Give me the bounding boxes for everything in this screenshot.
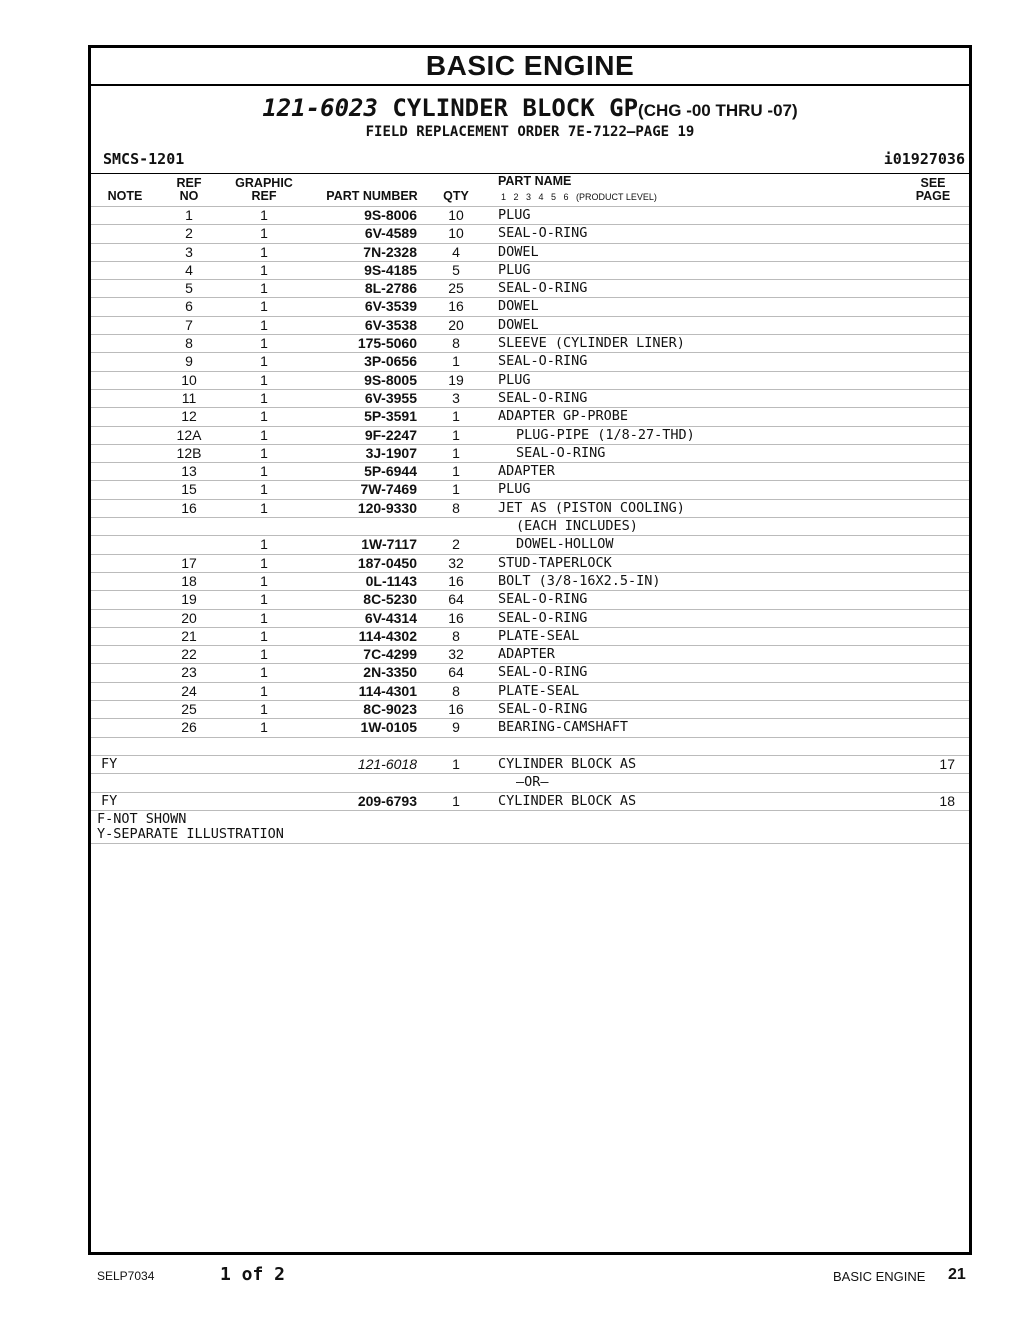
table-row (91, 207, 969, 225)
part-name-cell: PLUG-PIPE (1/8-27-THD) (516, 426, 695, 443)
ref-no-cell: 11 (181, 389, 197, 406)
header-see-bottom: PAGE (915, 189, 951, 203)
smcs-code: SMCS-1201 (103, 150, 185, 168)
header-ref-top: REF (176, 176, 202, 190)
part-number-cell: 5P-6944 (364, 463, 417, 480)
qty-cell: 16 (448, 572, 464, 589)
part-name-cell: CYLINDER BLOCK AS (498, 792, 637, 809)
graphic-ref-cell: 1 (260, 481, 268, 498)
qty-cell: 16 (448, 298, 464, 315)
part-number-cell: 121-6018 (357, 755, 417, 772)
table-row (91, 591, 969, 609)
part-number-cell: 8C-5230 (363, 591, 417, 608)
part-name-cell: JET AS (PISTON COOLING) (498, 499, 685, 516)
table-row (91, 262, 969, 280)
part-name-cell: SEAL-O-RING (516, 444, 606, 461)
part-name-cell: SEAL-O-RING (498, 609, 588, 626)
part-name-cell: DOWEL (498, 243, 539, 260)
qty-cell: 8 (452, 335, 460, 352)
graphic-ref-cell: 1 (260, 225, 268, 242)
graphic-ref-cell: 1 (260, 554, 268, 571)
qty-cell: 64 (448, 664, 464, 681)
ref-no-cell: 2 (185, 225, 193, 242)
header-part-name: PART NAME (498, 174, 572, 188)
qty-cell: 3 (452, 389, 460, 406)
part-name-cell: PLATE-SEAL (498, 682, 580, 699)
legend (91, 811, 969, 844)
table-row (91, 298, 969, 316)
graphic-ref-cell: 1 (260, 572, 268, 589)
part-number-cell: 5P-3591 (364, 408, 417, 425)
header-product-levels: 1 2 3 4 5 6 (PRODUCT LEVEL) (501, 192, 657, 202)
part-number-cell: 6V-3538 (364, 316, 417, 333)
group-name: CYLINDER BLOCK GP (392, 94, 639, 122)
part-number-cell: 8L-2786 (364, 280, 417, 297)
part-number-cell: 6V-4314 (364, 609, 417, 626)
graphic-ref-cell: 1 (260, 408, 268, 425)
part-name-cell: SEAL-O-RING (498, 280, 588, 297)
part-number-cell: 1W-0105 (360, 719, 417, 736)
qty-cell: 32 (448, 646, 464, 663)
qty-cell: 1 (452, 463, 460, 480)
ref-no-cell: 15 (181, 481, 197, 498)
see-page-cell: 17 (939, 755, 955, 772)
part-number-cell: 9S-8006 (364, 207, 417, 223)
table-row (91, 408, 969, 426)
ref-no-cell: 8 (185, 335, 193, 352)
graphic-ref-cell: 1 (260, 701, 268, 718)
part-name-cell: SEAL-O-RING (498, 225, 588, 242)
graphic-ref-cell: 1 (260, 536, 268, 553)
qty-cell: 4 (452, 243, 460, 260)
part-name-cell: DOWEL-HOLLOW (516, 536, 614, 553)
graphic-ref-cell: 1 (260, 591, 268, 608)
table-row (91, 317, 969, 335)
table-row (91, 701, 969, 719)
graphic-ref-cell: 1 (260, 499, 268, 516)
group-part-number: 121-6023 (262, 94, 378, 122)
graphic-ref-cell: 1 (260, 444, 268, 461)
graphic-ref-cell: 1 (260, 353, 268, 370)
graphic-ref-cell: 1 (260, 609, 268, 626)
part-number-cell: 6V-3955 (364, 389, 417, 406)
ref-no-cell: 10 (181, 371, 197, 388)
part-name-cell: DOWEL (498, 298, 539, 315)
graphic-ref-cell: 1 (260, 298, 268, 315)
table-row (91, 280, 969, 298)
qty-cell: 1 (452, 353, 460, 370)
ref-no-cell: 25 (181, 701, 197, 718)
part-number-cell: 3J-1907 (365, 444, 417, 461)
ref-no-cell: 12A (176, 426, 202, 443)
page-footer (0, 1264, 1020, 1288)
ref-no-cell: 3 (185, 243, 193, 260)
table-row (91, 555, 969, 573)
ref-no-cell: 23 (181, 664, 197, 681)
ref-no-cell: 21 (181, 627, 197, 644)
part-number-cell: 9S-4185 (364, 261, 417, 278)
table-row (91, 372, 969, 390)
group-change-range: (CHG -00 THRU -07) (638, 101, 798, 120)
table-row (91, 774, 969, 792)
ref-no-cell: 18 (181, 572, 197, 589)
ref-no-cell: 26 (181, 719, 197, 736)
table-row (91, 683, 969, 701)
qty-cell: 1 (452, 444, 460, 461)
header-graphic-top: GRAPHIC (235, 176, 293, 190)
qty-cell: 8 (452, 499, 460, 516)
part-name-cell: SEAL-O-RING (498, 664, 588, 681)
table-row (91, 664, 969, 682)
part-name-cell: STUD-TAPERLOCK (498, 554, 612, 571)
ref-no-cell: 7 (185, 316, 193, 333)
part-name-cell: SEAL-O-RING (498, 353, 588, 370)
ref-no-cell: 16 (181, 499, 197, 516)
part-number-cell: 187-0450 (357, 554, 417, 571)
qty-cell: 2 (452, 536, 460, 553)
table-row (91, 445, 969, 463)
ref-no-cell: 6 (185, 298, 193, 315)
part-name-cell: PLUG (498, 481, 531, 498)
graphic-ref-cell: 1 (260, 463, 268, 480)
qty-cell: 1 (452, 792, 460, 809)
page-title: BASIC ENGINE (91, 48, 969, 86)
footer-doc-id: SELP7034 (97, 1269, 155, 1283)
ref-no-cell: 19 (181, 591, 197, 608)
part-number-cell: 7N-2328 (363, 243, 417, 260)
ref-no-cell: 24 (181, 682, 197, 699)
qty-cell: 1 (452, 408, 460, 425)
table-row (91, 244, 969, 262)
graphic-ref-cell: 1 (260, 371, 268, 388)
smcs-row (91, 150, 969, 172)
qty-cell: 32 (448, 554, 464, 571)
illustration-id: i01927036 (883, 150, 965, 168)
part-number-cell: 3P-0656 (364, 353, 417, 370)
part-name-cell: PLUG (498, 371, 531, 388)
ref-no-cell: 13 (181, 463, 197, 480)
graphic-ref-cell: 1 (260, 646, 268, 663)
part-number-cell: 7C-4299 (363, 646, 417, 663)
header-qty: QTY (443, 189, 469, 203)
group-heading (91, 94, 969, 122)
table-row (91, 463, 969, 481)
part-name-cell: DOWEL (498, 316, 539, 333)
table-row (91, 738, 969, 756)
graphic-ref-cell: 1 (260, 664, 268, 681)
ref-no-cell: 17 (181, 554, 197, 571)
part-name-cell: SLEEVE (CYLINDER LINER) (498, 335, 685, 352)
ref-no-cell: 5 (185, 280, 193, 297)
table-row (91, 500, 969, 518)
qty-cell: 16 (448, 609, 464, 626)
graphic-ref-cell: 1 (260, 682, 268, 699)
table-row (91, 628, 969, 646)
table-row (91, 536, 969, 554)
note-cell: FY (101, 792, 118, 809)
part-name-cell: PLUG (498, 261, 531, 278)
table-row (91, 719, 969, 737)
qty-cell: 1 (452, 755, 460, 772)
ref-no-cell: 4 (185, 261, 193, 278)
table-row (91, 793, 969, 811)
graphic-ref-cell: 1 (260, 719, 268, 736)
graphic-ref-cell: 1 (260, 389, 268, 406)
part-name-cell: SEAL-O-RING (498, 591, 588, 608)
parts-table (91, 173, 969, 844)
graphic-ref-cell: 1 (260, 280, 268, 297)
table-row (91, 390, 969, 408)
part-name-cell: —OR— (516, 774, 549, 791)
footer-page-of: 1 of 2 (220, 1264, 286, 1285)
ref-no-cell: 12 (181, 408, 197, 425)
ref-no-cell: 12B (176, 444, 202, 461)
ref-no-cell: 22 (181, 646, 197, 663)
ref-no-cell: 20 (181, 609, 197, 626)
table-row (91, 481, 969, 499)
table-row (91, 756, 969, 774)
qty-cell: 64 (448, 591, 464, 608)
table-row (91, 427, 969, 445)
qty-cell: 10 (448, 207, 464, 223)
part-name-cell: (EACH INCLUDES) (516, 518, 638, 535)
qty-cell: 16 (448, 701, 464, 718)
part-number-cell: 0L-1143 (365, 572, 417, 589)
footer-section: BASIC ENGINE (833, 1269, 926, 1284)
part-number-cell: 6V-3539 (364, 298, 417, 315)
qty-cell: 10 (448, 225, 464, 242)
legend-line: Y-SEPARATE ILLUSTRATION (97, 825, 284, 842)
part-number-cell: 7W-7469 (360, 481, 417, 498)
ref-no-cell: 1 (185, 207, 193, 223)
part-number-cell: 8C-9023 (363, 701, 417, 718)
part-number-cell: 120-9330 (357, 499, 417, 516)
qty-cell: 19 (448, 371, 464, 388)
legend-line: F-NOT SHOWN (97, 810, 187, 827)
part-number-cell: 9S-8005 (364, 371, 417, 388)
part-name-cell: ADAPTER GP-PROBE (498, 408, 629, 425)
part-name-cell: ADAPTER (498, 646, 555, 663)
qty-cell: 25 (448, 280, 464, 297)
table-row (91, 225, 969, 243)
part-number-cell: 2N-3350 (363, 664, 417, 681)
header-see-top: SEE (920, 176, 946, 190)
see-page-cell: 18 (939, 792, 955, 809)
qty-cell: 1 (452, 426, 460, 443)
part-name-cell: BOLT (3/8-16X2.5-IN) (498, 572, 661, 589)
qty-cell: 8 (452, 682, 460, 699)
table-row (91, 573, 969, 591)
graphic-ref-cell: 1 (260, 261, 268, 278)
qty-cell: 9 (452, 719, 460, 736)
footer-page-number: 21 (948, 1266, 966, 1283)
part-number-cell: 6V-4589 (364, 225, 417, 242)
qty-cell: 1 (452, 481, 460, 498)
graphic-ref-cell: 1 (260, 207, 268, 223)
graphic-ref-cell: 1 (260, 316, 268, 333)
table-row (91, 610, 969, 628)
graphic-ref-cell: 1 (260, 243, 268, 260)
part-number-cell: 1W-7117 (361, 536, 417, 553)
part-name-cell: SEAL-O-RING (498, 389, 588, 406)
header-graphic-bottom: REF (251, 189, 277, 203)
header-note: NOTE (107, 189, 143, 203)
page-frame (88, 45, 972, 1255)
graphic-ref-cell: 1 (260, 426, 268, 443)
header-ref-bottom: NO (179, 189, 199, 203)
part-name-cell: PLATE-SEAL (498, 627, 580, 644)
ref-no-cell: 9 (185, 353, 193, 370)
note-cell: FY (101, 755, 118, 772)
qty-cell: 20 (448, 316, 464, 333)
table-body (91, 207, 969, 811)
part-number-cell: 175-5060 (357, 335, 417, 352)
table-row (91, 335, 969, 353)
table-header (91, 174, 969, 207)
part-name-cell: BEARING-CAMSHAFT (498, 719, 629, 736)
qty-cell: 8 (452, 627, 460, 644)
part-number-cell: 114-4301 (358, 682, 417, 699)
table-row (91, 646, 969, 664)
table-row (91, 518, 969, 536)
graphic-ref-cell: 1 (260, 627, 268, 644)
part-name-cell: CYLINDER BLOCK AS (498, 755, 637, 772)
field-replacement-order: FIELD REPLACEMENT ORDER 7E-7122—PAGE 19 (365, 124, 695, 140)
part-number-cell: 209-6793 (357, 792, 417, 809)
graphic-ref-cell: 1 (260, 335, 268, 352)
part-name-cell: SEAL-O-RING (498, 701, 588, 718)
part-number-cell: 9F-2247 (364, 426, 417, 443)
part-name-cell: PLUG (498, 207, 531, 223)
part-number-cell: 114-4302 (358, 627, 417, 644)
header-part-number: PART NUMBER (326, 189, 418, 203)
qty-cell: 5 (452, 261, 460, 278)
table-row (91, 353, 969, 371)
part-name-cell: ADAPTER (498, 463, 555, 480)
